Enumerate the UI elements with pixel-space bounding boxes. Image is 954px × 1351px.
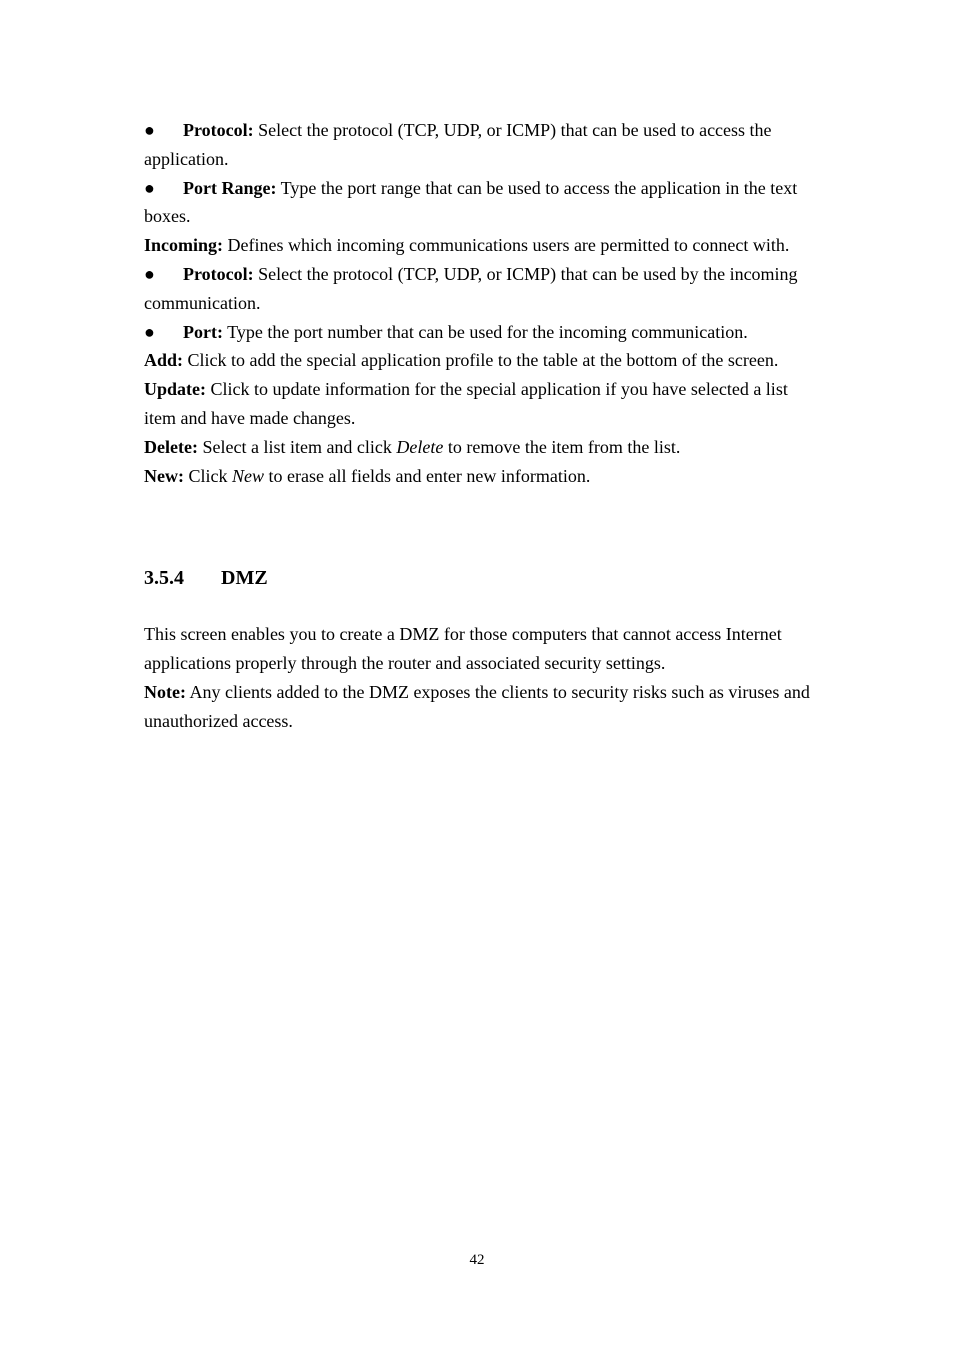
incoming-item <box>144 231 814 260</box>
item-label: Delete: <box>144 436 198 457</box>
section-number: 3.5.4 <box>144 567 184 590</box>
bullet-icon: ● <box>144 321 155 342</box>
section-intro: This screen enables you to create a DMZ for those computers that cannot access Internet applications properly through the router and associated security settings. <box>144 624 782 674</box>
bullet-icon: ● <box>144 177 155 198</box>
page-content <box>144 116 814 736</box>
port-bullet-item <box>144 318 814 347</box>
item-text: Click to add the special application profile to the table at the bottom of the screen. <box>183 350 779 371</box>
page-number: 42 <box>469 1252 485 1268</box>
section-title: DMZ <box>221 567 268 590</box>
item-text: Select the protocol (TCP, UDP, or ICMP) that can be used to access the application. <box>144 120 772 169</box>
protocol-bullet-item <box>144 116 814 174</box>
item-emphasis: Delete <box>396 436 444 457</box>
port-range-bullet-item <box>144 174 814 232</box>
section-note <box>144 678 814 736</box>
item-label: Add: <box>144 350 184 371</box>
add-item <box>144 346 814 375</box>
item-text: Type the port number that can be used for the incoming communication. <box>222 321 748 342</box>
item-text: Click <box>183 465 232 486</box>
new-item <box>144 462 814 491</box>
item-label: Incoming: <box>144 235 224 256</box>
item-text: Click to update information for the special application if you have selected a list item and have made changes. <box>144 379 788 428</box>
item-label: Protocol: <box>183 263 254 284</box>
section-body <box>144 620 814 735</box>
item-text: to remove the item from the list. <box>443 436 681 457</box>
item-text: Select a list item and click <box>197 436 397 457</box>
note-label: Note: <box>144 681 186 702</box>
item-label: Protocol: <box>183 120 254 140</box>
incoming-protocol-bullet-item <box>144 260 814 318</box>
section-heading <box>144 563 814 593</box>
bullet-icon: ● <box>144 120 155 140</box>
item-label: Update: <box>144 379 206 400</box>
item-text: to erase all fields and enter new information. <box>264 465 591 486</box>
item-emphasis: New <box>231 465 264 486</box>
item-label: New: <box>144 465 184 486</box>
item-text: Defines which incoming communications users are permitted to connect with. <box>223 235 790 256</box>
bullet-icon: ● <box>144 263 155 284</box>
item-text: Select the protocol (TCP, UDP, or ICMP) that can be used by the incoming communication. <box>144 263 798 313</box>
delete-item <box>144 433 814 462</box>
item-label: Port: <box>183 321 223 342</box>
item-label: Port Range: <box>183 177 277 198</box>
update-item <box>144 375 814 433</box>
item-text: Type the port range that can be used to access the application in the text boxes. <box>144 177 798 227</box>
note-text: Any clients added to the DMZ exposes the clients to security risks such as viruses and unauthorized access. <box>144 681 810 731</box>
